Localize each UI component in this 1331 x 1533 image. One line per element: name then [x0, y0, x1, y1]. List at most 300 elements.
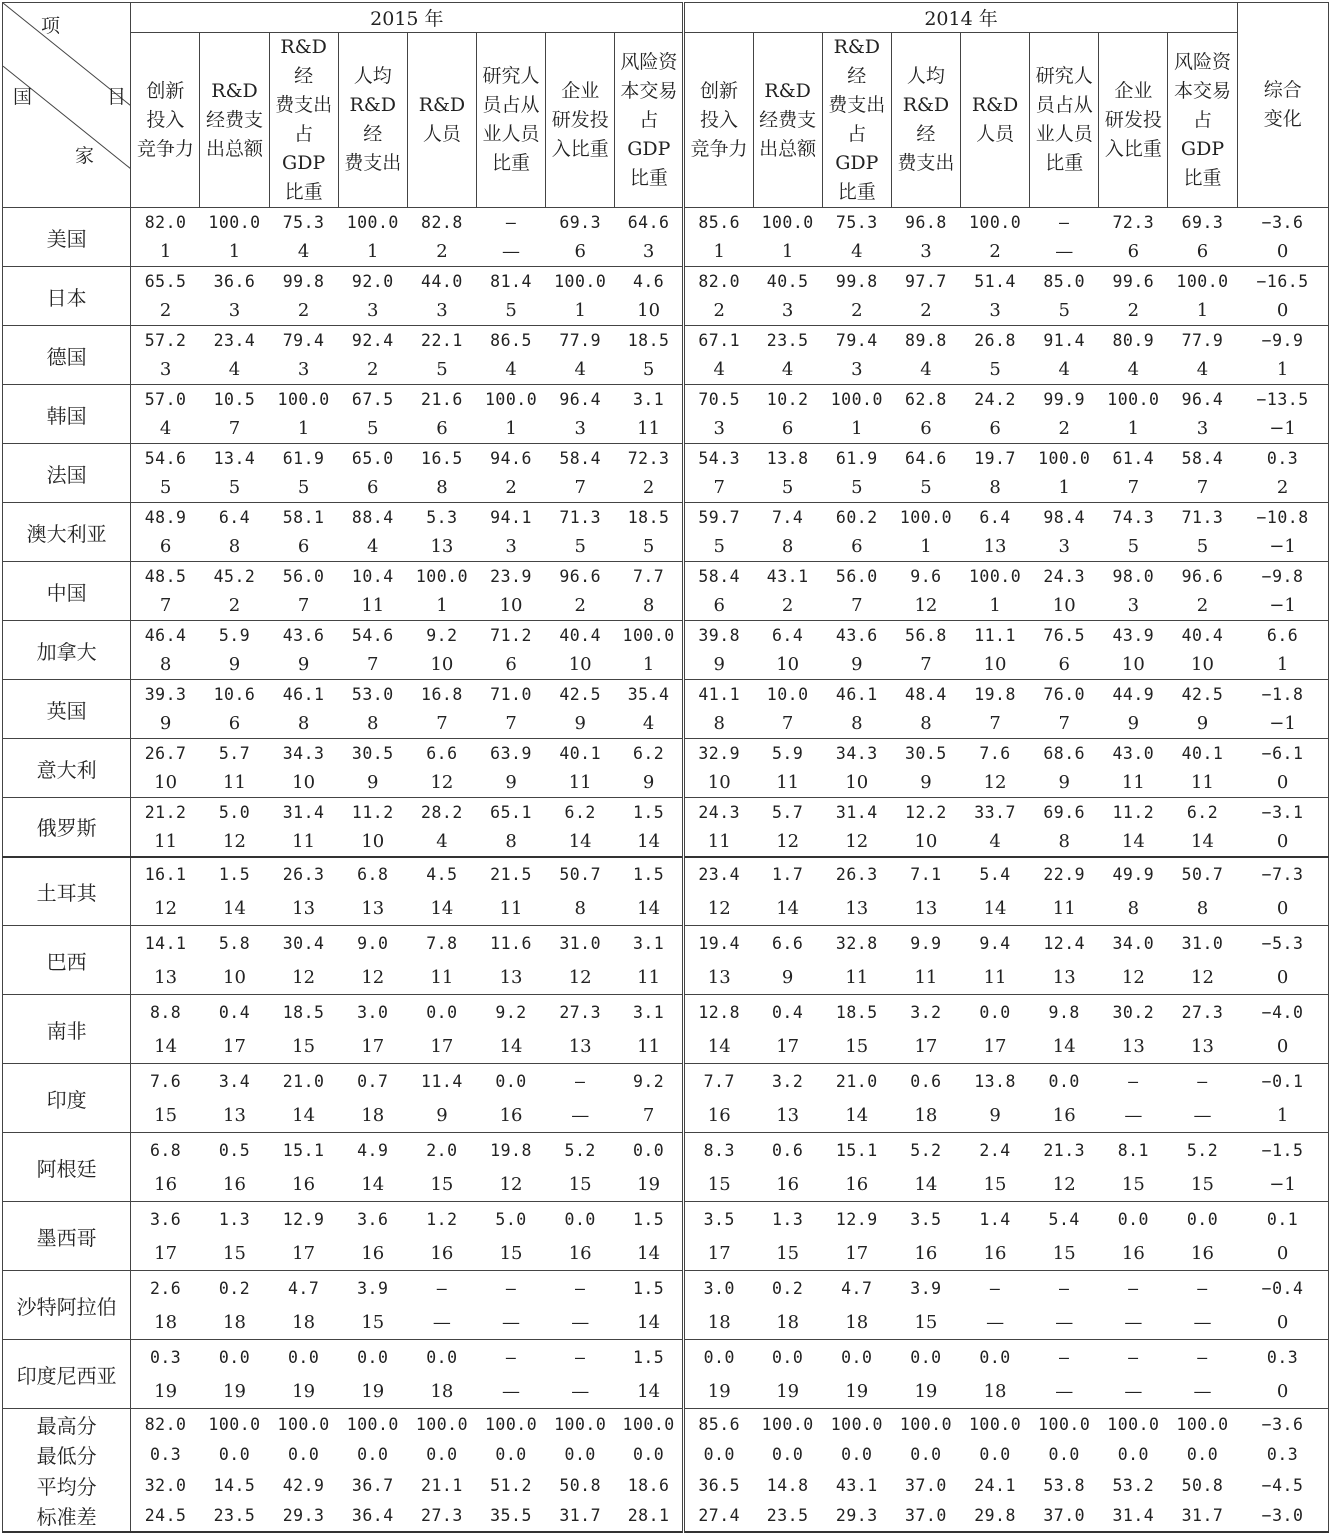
rank-2015-col3: 5: [269, 474, 338, 503]
column-header-2014-6: [1030, 33, 1099, 208]
stat-2015-col1: 82.0: [144, 1414, 187, 1434]
rank-2014-col6: 8: [1030, 828, 1099, 857]
value-2014-col1: 7.7: [684, 1064, 753, 1099]
rank-2015-col4: 12: [338, 961, 407, 995]
corner-label-jia: 家: [75, 145, 95, 167]
column-header-2015-1: [131, 33, 200, 208]
value-2015-col5: 4.5: [407, 857, 476, 892]
value-2014-col2: 10.2: [766, 390, 809, 410]
rank-2014-col6: 16: [1030, 1099, 1099, 1133]
column-header-line: 比重: [492, 152, 531, 174]
value-2014-col2: 43.1: [766, 567, 809, 587]
stat-2015-col8: 0.0: [632, 1445, 665, 1464]
value-2014-col7: 80.9: [1112, 331, 1155, 351]
rank-2014-col7: 16: [1099, 1237, 1168, 1271]
rank-2014-col7: 11: [1099, 769, 1168, 798]
rank-2014-col5: 4: [961, 828, 1030, 857]
value-2015-col7: 0.0: [564, 1209, 596, 1229]
column-header-line: 人均: [353, 65, 392, 87]
rank-2014-col1: 3: [684, 415, 753, 444]
value-2015-col2: 3.4: [218, 1071, 251, 1091]
stat-2014-col1: 0.0: [684, 1440, 753, 1470]
value-2015-col6: —: [505, 1347, 517, 1367]
rank-2014-col3: 6: [822, 533, 891, 562]
value-2015-col6: —: [505, 213, 517, 233]
value-2015-col7: 40.1: [559, 744, 602, 764]
value-2015-col1: 6.8: [149, 1140, 182, 1160]
country-name: 韩国: [3, 385, 131, 444]
innovation-input-table: [2, 2, 1329, 1533]
rank-2015-col2: 11: [200, 769, 269, 798]
value-2014-col3: 0.0: [841, 1347, 873, 1367]
rank-2014-col5: 3: [961, 297, 1030, 326]
value-2015-col4: 0.0: [357, 1347, 389, 1367]
value-2015-col1: 2.6: [149, 1278, 182, 1298]
value-2015-col3: 75.3: [282, 213, 325, 233]
value-2014-col5: 0.0: [979, 1002, 1011, 1022]
rank-2015-col2: 7: [200, 415, 269, 444]
value-2014-col3: 79.4: [835, 331, 878, 351]
table-row-values: [3, 739, 1329, 769]
rank-2014-col5: 9: [961, 1099, 1030, 1133]
rank-2015-col5: 9: [407, 1099, 476, 1133]
rank-2014-col2: 12: [753, 828, 822, 857]
value-2015-col5: 5.3: [426, 508, 458, 528]
value-2014-col1: 12.8: [684, 995, 753, 1030]
rank-2015-col4: 17: [338, 1030, 407, 1064]
column-header-2014-5: [961, 33, 1030, 208]
change-value: 0.1: [1237, 1202, 1328, 1237]
change-rank: −1: [1237, 1168, 1328, 1202]
change-value: −1.5: [1237, 1133, 1328, 1168]
value-2014-col3: 100.0: [830, 390, 883, 410]
change-value: 0.3: [1237, 444, 1328, 474]
column-header-2015-8: [615, 33, 684, 208]
value-2015-col2: 0.5: [218, 1140, 251, 1160]
rank-2015-col4: 13: [338, 892, 407, 926]
value-2014-col7: 100.0: [1107, 390, 1160, 410]
rank-2014-col2: 4: [753, 356, 822, 385]
value-2014-col4: 0.6: [910, 1071, 942, 1091]
rank-2015-col7: —: [546, 1375, 615, 1409]
value-2015-col2: 5.8: [218, 933, 251, 953]
value-2015-col4: 11.2: [351, 803, 394, 823]
value-2014-col8: 40.1: [1181, 744, 1224, 764]
value-2015-col3: 18.5: [282, 1002, 325, 1022]
rank-2015-col5: 2: [407, 238, 476, 267]
rank-2015-col8: 11: [615, 1030, 684, 1064]
change-rank: −1: [1237, 415, 1328, 444]
rank-2015-col8: 1: [615, 651, 684, 680]
value-2014-col2: 0.0: [771, 1347, 804, 1367]
rank-2015-col3: 18: [269, 1306, 338, 1340]
value-2015-col6: 81.4: [490, 272, 532, 292]
value-2015-col2: 10.5: [213, 390, 256, 410]
table-row-values: [3, 444, 1329, 474]
rank-2014-col8: 1: [1168, 297, 1237, 326]
rank-2015-col4: 2: [338, 356, 407, 385]
rank-2014-col4: 5: [891, 474, 960, 503]
column-header-line: 费支出: [897, 152, 955, 174]
rank-2015-col6: 1: [476, 415, 545, 444]
stat-2015-col3: 42.9: [282, 1475, 325, 1495]
change-rank: 0: [1237, 892, 1328, 926]
rank-2014-col8: 4: [1168, 356, 1237, 385]
value-2015-col8: 0.0: [632, 1140, 665, 1160]
value-2015-col5: 6.6: [426, 744, 458, 764]
rank-2015-col3: 11: [269, 828, 338, 857]
rank-2015-col1: 7: [131, 592, 200, 621]
column-header-2015-4: [338, 33, 407, 208]
rank-2014-col6: 11: [1030, 892, 1099, 926]
rank-2014-col4: 19: [891, 1375, 960, 1409]
rank-2014-col8: 3: [1168, 415, 1237, 444]
change-header-line: 综合: [1263, 79, 1302, 101]
rank-2015-col8: 14: [615, 1237, 684, 1271]
value-2014-col7: 98.0: [1112, 567, 1155, 587]
table-row-values: [3, 267, 1329, 297]
stat-2015-col5: 27.3: [421, 1506, 463, 1525]
value-2015-col1: 14.1: [144, 933, 187, 953]
value-2014-col5: 51.4: [974, 272, 1016, 292]
rank-2014-col6: —: [1030, 1375, 1099, 1409]
rank-2015-col7: 5: [546, 533, 615, 562]
value-2014-col1: 3.0: [684, 1271, 753, 1306]
rank-2015-col1: 12: [131, 892, 200, 926]
value-2014-col3: 26.3: [822, 857, 891, 892]
country-name: 澳大利亚: [3, 503, 131, 562]
rank-2015-col4: 8: [338, 710, 407, 739]
rank-2014-col5: 12: [961, 769, 1030, 798]
rank-2015-col7: —: [546, 1099, 615, 1133]
value-2014-col4: 100.0: [899, 508, 953, 528]
stat-2014-col7: 53.2: [1112, 1475, 1155, 1495]
value-2015-col7: —: [574, 1278, 586, 1298]
rank-2014-col8: 8: [1168, 892, 1237, 926]
value-2014-col8: 31.0: [1181, 933, 1224, 953]
value-2014-col5: 6.4: [979, 508, 1011, 528]
column-header-line: 投入: [146, 108, 185, 131]
table-row-values: [3, 621, 1329, 651]
table-row-values: [3, 326, 1329, 356]
stat-2015-col1: 32.0: [144, 1475, 187, 1495]
change-value: −0.1: [1237, 1064, 1328, 1099]
rank-2015-col2: 17: [200, 1030, 269, 1064]
rank-2014-col2: 18: [753, 1306, 822, 1340]
rank-2014-col8: 9: [1168, 710, 1237, 739]
rank-2015-col1: 17: [131, 1237, 200, 1271]
rank-2014-col5: 1: [961, 592, 1030, 621]
value-2015-col3: 12.9: [282, 1209, 325, 1229]
value-2015-col6: 5.0: [495, 1209, 527, 1229]
value-2014-col1: 54.3: [684, 444, 753, 474]
value-2015-col3: 30.4: [282, 933, 325, 953]
column-header-line: 入比重: [551, 137, 609, 160]
value-2015-col7: 31.0: [559, 933, 602, 953]
rank-2015-col8: 19: [615, 1168, 684, 1202]
rank-2015-col6: 14: [476, 1030, 545, 1064]
value-2014-col1: 8.3: [684, 1133, 753, 1168]
change-rank: −1: [1237, 533, 1328, 562]
rank-2015-col4: 3: [338, 297, 407, 326]
rank-2015-col7: 6: [546, 238, 615, 267]
stat-2014-col6: 53.8: [1043, 1475, 1086, 1495]
value-2014-col7: 8.1: [1117, 1140, 1149, 1160]
column-header-line: 竞争力: [136, 137, 194, 160]
rank-2014-col8: 6: [1168, 238, 1237, 267]
stat-2014-col3: 0.0: [841, 1445, 873, 1464]
stat-2015-col5: 0.0: [426, 1445, 458, 1464]
rank-2014-col7: 1: [1099, 415, 1168, 444]
table-row-stat: [3, 1409, 1329, 1440]
table-row-ranks: [3, 961, 1329, 995]
year-header-2014: 2014 年: [684, 3, 1237, 33]
rank-2014-col2: 2: [753, 592, 822, 621]
change-value: −10.8: [1237, 503, 1328, 533]
column-header-line: R&D: [971, 94, 1019, 116]
value-2014-col3: 56.0: [835, 567, 878, 587]
value-2015-col7: 6.2: [564, 803, 596, 823]
rank-2014-col1: 11: [684, 828, 753, 857]
rank-2015-col5: 1: [407, 592, 476, 621]
rank-2015-col2: 18: [200, 1306, 269, 1340]
rank-2015-col2: 8: [200, 533, 269, 562]
value-2015-col7: 69.3: [559, 213, 602, 233]
value-2014-col4: 30.5: [905, 744, 947, 764]
value-2014-col5: 0.0: [979, 1347, 1011, 1367]
value-2014-col5: 2.4: [979, 1140, 1011, 1160]
change-value: −9.9: [1237, 326, 1328, 356]
rank-2015-col5: 11: [407, 961, 476, 995]
value-2014-col1: 59.7: [684, 503, 753, 533]
rank-2014-col4: 18: [891, 1099, 960, 1133]
value-2014-col1: 85.6: [684, 208, 753, 238]
rank-2014-col5: 16: [961, 1237, 1030, 1271]
table-row-values: [3, 857, 1329, 892]
value-2015-col1: 48.5: [144, 567, 187, 587]
column-header-line: R&D 经: [833, 36, 881, 87]
rank-2015-col8: 14: [615, 1375, 684, 1409]
country-name: 巴西: [3, 926, 131, 995]
stat-2014-col1: 27.4: [684, 1501, 753, 1532]
rank-2014-col3: 1: [822, 415, 891, 444]
rank-2015-col6: 16: [476, 1099, 545, 1133]
stat-2014-col4: 37.0: [905, 1475, 947, 1495]
rank-2014-col7: —: [1099, 1306, 1168, 1340]
value-2014-col2: 6.4: [771, 626, 804, 646]
stat-2014-col5: 24.1: [974, 1475, 1016, 1495]
rank-2015-col2: 14: [200, 892, 269, 926]
value-2014-col8: 71.3: [1181, 508, 1224, 528]
rank-2015-col6: 11: [476, 892, 545, 926]
value-2015-col5: 22.1: [421, 331, 463, 351]
rank-2015-col5: 16: [407, 1237, 476, 1271]
column-header-line: 经费支: [759, 108, 817, 131]
stat-2014-col1: 85.6: [684, 1409, 753, 1440]
stat-2014-col6: 0.0: [1048, 1445, 1080, 1464]
rank-2015-col8: 9: [615, 769, 684, 798]
value-2015-col2: 1.3: [218, 1209, 251, 1229]
value-2014-col6: 76.5: [1043, 626, 1086, 646]
value-2015-col3: 15.1: [282, 1140, 325, 1160]
value-2014-col4: 89.8: [905, 331, 947, 351]
rank-2014-col2: 17: [753, 1030, 822, 1064]
value-2014-col7: 43.9: [1112, 626, 1155, 646]
stat-2014-col1: 36.5: [684, 1470, 753, 1501]
value-2015-col3: 46.1: [282, 685, 325, 705]
column-header-line: 业人员: [1035, 123, 1093, 145]
value-2014-col8: 77.9: [1181, 331, 1224, 351]
rank-2014-col8: —: [1168, 1375, 1237, 1409]
country-name: 俄罗斯: [3, 798, 131, 857]
table-row-values: [3, 208, 1329, 238]
change-value: −3.1: [1237, 798, 1328, 828]
value-2014-col5: 100.0: [968, 567, 1022, 587]
column-header-line: 占 GDP: [835, 123, 879, 174]
value-2015-col5: 0.0: [426, 1002, 458, 1022]
value-2014-col8: 0.0: [1186, 1209, 1219, 1229]
rank-2015-col6: 9: [476, 769, 545, 798]
value-2015-col4: 3.6: [357, 1209, 389, 1229]
value-2014-col3: 32.8: [835, 933, 878, 953]
column-header-line: 研究人: [482, 65, 540, 87]
column-header-line: 员占从: [482, 94, 540, 116]
value-2015-col2: 5.9: [218, 626, 251, 646]
table-row-ranks: [3, 238, 1329, 267]
change-value: −4.0: [1237, 995, 1328, 1030]
rank-2015-col3: 13: [269, 892, 338, 926]
stat-2014-col8: 0.0: [1186, 1445, 1219, 1464]
value-2014-col1: 58.4: [684, 562, 753, 592]
value-2015-col3: 61.9: [282, 449, 325, 469]
rank-2014-col4: 16: [891, 1237, 960, 1271]
value-2014-col6: —: [1058, 1278, 1070, 1298]
change-value: −13.5: [1237, 385, 1328, 415]
rank-2015-col6: 15: [476, 1237, 545, 1271]
rank-2014-col3: 7: [822, 592, 891, 621]
rank-2014-col4: 17: [891, 1030, 960, 1064]
rank-2014-col8: —: [1168, 1099, 1237, 1133]
rank-2014-col4: 6: [891, 415, 960, 444]
change-rank: 0: [1237, 1375, 1328, 1409]
value-2014-col7: 11.2: [1112, 803, 1155, 823]
value-2015-col8: 7.7: [632, 567, 665, 587]
rank-2015-col6: 10: [476, 592, 545, 621]
value-2014-col7: —: [1128, 1347, 1139, 1367]
value-2015-col8: 1.5: [632, 1209, 665, 1229]
rank-2014-col4: 1: [891, 533, 960, 562]
value-2015-col7: 77.9: [559, 331, 602, 351]
stat-2015-col2: 14.5: [213, 1475, 256, 1495]
rank-2015-col1: 9: [131, 710, 200, 739]
rank-2014-col1: 4: [684, 356, 753, 385]
stat-2015-col7: 0.0: [564, 1445, 596, 1464]
column-header-line: 人员: [976, 123, 1015, 145]
value-2015-col7: —: [574, 1347, 586, 1367]
rank-2014-col8: 11: [1168, 769, 1237, 798]
value-2014-col1: 82.0: [684, 267, 753, 297]
rank-2015-col1: 11: [131, 828, 200, 857]
column-header-2015-2: [200, 33, 269, 208]
change-value: −5.3: [1237, 926, 1328, 961]
stat-2014-col5: 100.0: [968, 1414, 1022, 1434]
value-2015-col2: 6.4: [218, 508, 251, 528]
rank-2014-col1: 18: [684, 1306, 753, 1340]
column-header-line: 比重: [1183, 166, 1222, 189]
column-header-line: R&D 经: [280, 36, 327, 87]
value-2014-col8: 5.2: [1186, 1140, 1219, 1160]
value-2014-col2: 23.5: [766, 331, 809, 351]
rank-2014-col7: 5: [1099, 533, 1168, 562]
column-header-2015-6: [476, 33, 545, 208]
column-header-line: 人员: [422, 123, 461, 145]
rank-2015-col5: 8: [407, 474, 476, 503]
rank-2014-col7: 15: [1099, 1168, 1168, 1202]
value-2015-col4: 88.4: [351, 508, 394, 528]
rank-2014-col3: 18: [822, 1306, 891, 1340]
rank-2015-col4: 10: [338, 828, 407, 857]
change-header-line: 变化: [1263, 108, 1302, 130]
rank-2014-col4: 3: [891, 238, 960, 267]
value-2015-col3: 26.3: [269, 857, 338, 892]
column-header-line: R&D 经: [902, 94, 950, 145]
rank-2015-col5: 10: [407, 651, 476, 680]
country-name: 印度: [3, 1064, 131, 1133]
change-rank: 1: [1237, 1099, 1328, 1133]
value-2015-col1: 7.6: [149, 1071, 182, 1091]
rank-2015-col4: 14: [338, 1168, 407, 1202]
value-2015-col8: 4.6: [632, 272, 665, 292]
value-2014-col2: 10.0: [766, 685, 809, 705]
value-2014-col2: 0.2: [771, 1278, 804, 1298]
table-row-ranks: [3, 356, 1329, 385]
rank-2015-col5: —: [407, 1306, 476, 1340]
value-2015-col5: 9.2: [426, 626, 458, 646]
rank-2015-col8: 14: [615, 1306, 684, 1340]
rank-2015-col2: 6: [200, 710, 269, 739]
rank-2014-col2: 16: [753, 1168, 822, 1202]
value-2014-col3: 34.3: [835, 744, 878, 764]
value-2014-col5: 5.4: [961, 857, 1030, 892]
value-2014-col4: 64.6: [905, 449, 947, 469]
rank-2014-col4: 12: [891, 592, 960, 621]
value-2014-col3: 15.1: [835, 1140, 878, 1160]
country-name: 阿根廷: [3, 1133, 131, 1202]
rank-2015-col6: —: [476, 1375, 545, 1409]
rank-2014-col2: 19: [753, 1375, 822, 1409]
value-2014-col8: 27.3: [1181, 1002, 1224, 1022]
rank-2015-col4: 11: [338, 592, 407, 621]
rank-2015-col8: 8: [615, 592, 684, 621]
rank-2014-col1: 9: [684, 651, 753, 680]
value-2015-col5: 11.4: [421, 1071, 463, 1091]
rank-2014-col1: 12: [684, 892, 753, 926]
stat-2014-col2: 100.0: [761, 1414, 814, 1434]
column-header-2015-5: [407, 33, 476, 208]
column-header-line: 研究人: [1035, 65, 1093, 87]
rank-2014-col6: 5: [1030, 297, 1099, 326]
value-2014-col1: 3.5: [684, 1202, 753, 1237]
rank-2014-col2: 6: [753, 415, 822, 444]
stat-2015-col2: 0.0: [218, 1445, 251, 1464]
rank-2015-col7: 11: [546, 769, 615, 798]
change-rank: 0: [1237, 297, 1328, 326]
corner-label-mu: 目: [107, 86, 127, 108]
rank-2014-col5: 14: [961, 892, 1030, 926]
value-2015-col2: 0.2: [218, 1278, 251, 1298]
value-2014-col5: 1.4: [979, 1209, 1011, 1229]
rank-2014-col7: 10: [1099, 651, 1168, 680]
